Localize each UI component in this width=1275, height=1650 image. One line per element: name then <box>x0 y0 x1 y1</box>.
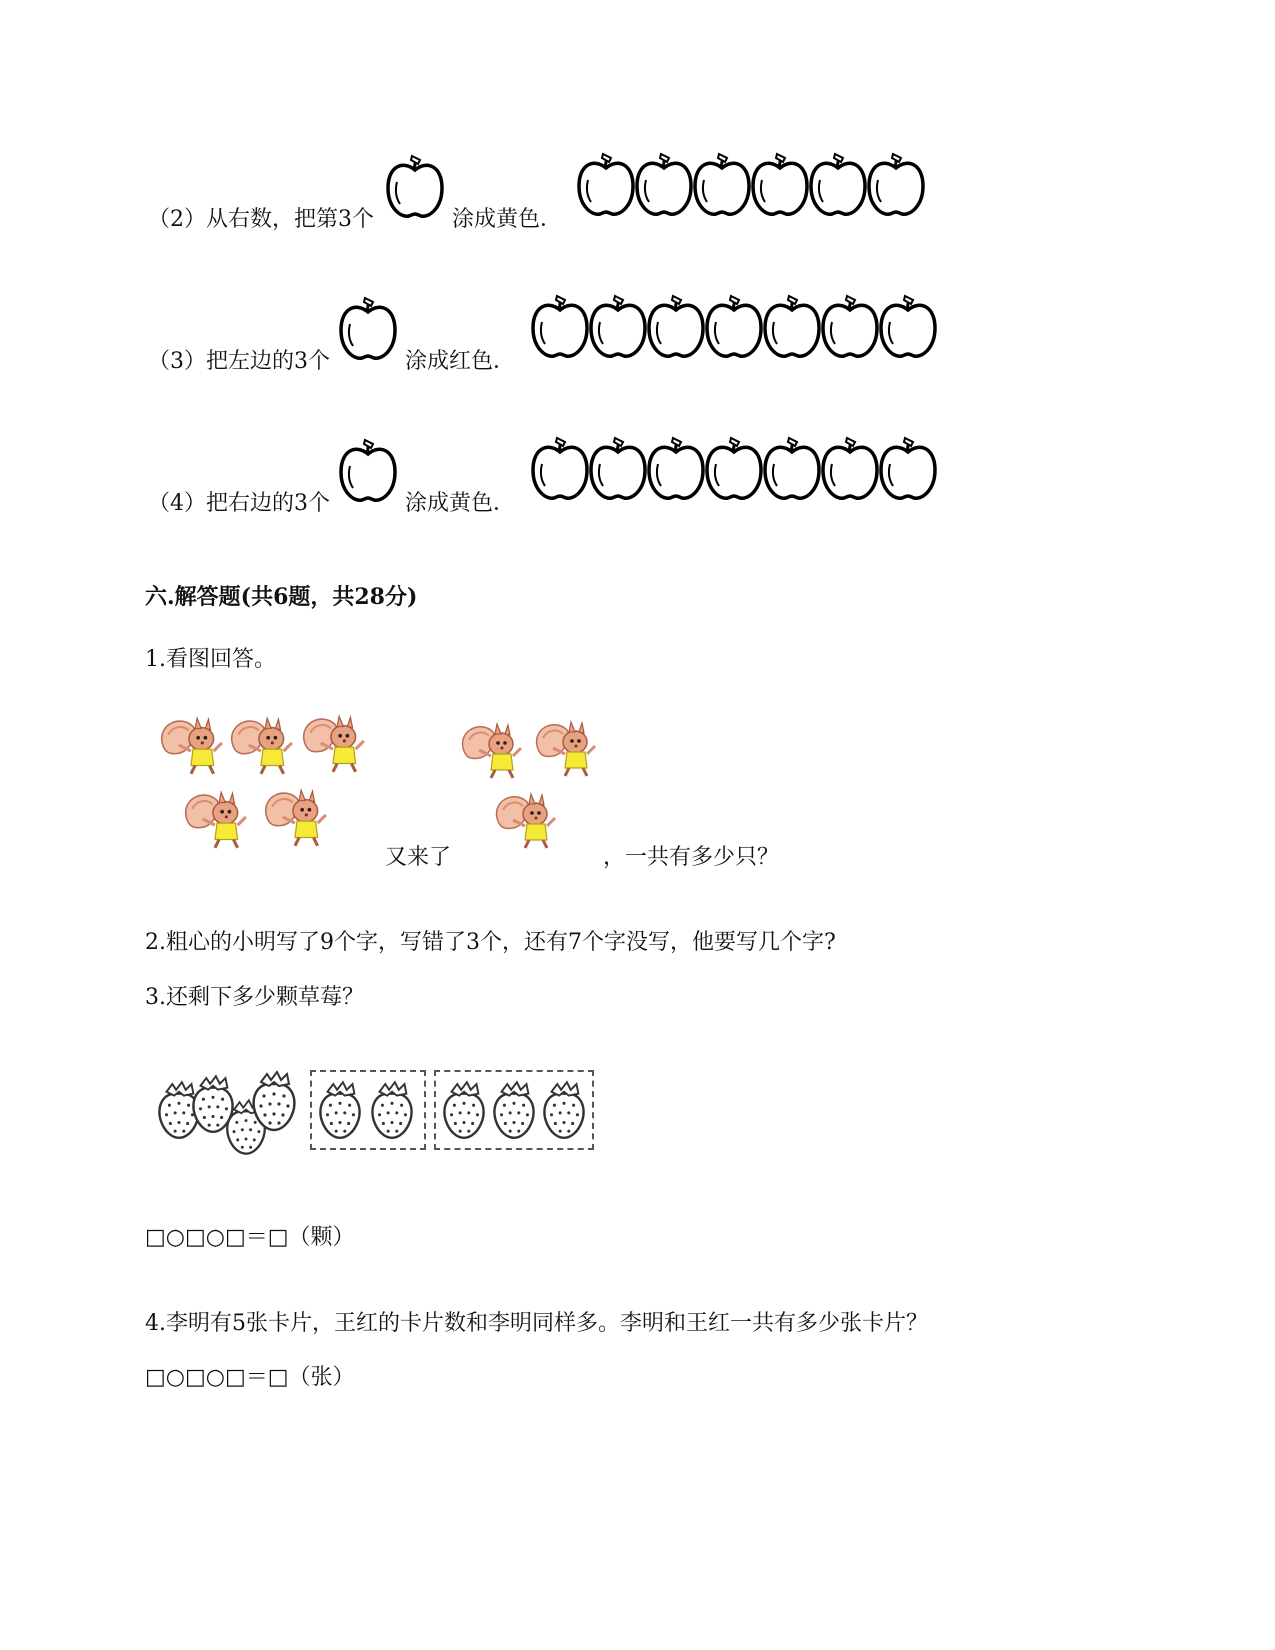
problem-1-mid-text: 又来了 <box>385 845 452 870</box>
dashed-box-2 <box>434 1070 594 1150</box>
problem-1-title: 1.看图回答。 <box>145 647 276 672</box>
problem-3-title: 3.还剩下多少颗草莓？ <box>145 985 364 1010</box>
apple-icon <box>762 292 822 360</box>
apple-icon <box>820 292 880 360</box>
squirrel-icon <box>180 784 252 856</box>
apple-icon <box>750 150 810 218</box>
strawberry-icon <box>316 1080 364 1140</box>
dashed-box-1 <box>310 1070 426 1150</box>
apple-icon <box>634 150 694 218</box>
q2-apple-row <box>576 150 936 220</box>
squirrel-icon <box>226 710 298 782</box>
strawberry-icon <box>490 1080 538 1140</box>
strawberry-icon <box>440 1080 488 1140</box>
problem-4-text: 4.李明有5张卡片，王红的卡片数和李明同样多。李明和王红一共有多少张卡片？ <box>145 1311 928 1336</box>
apple-icon <box>704 434 764 502</box>
apple-icon <box>762 434 822 502</box>
strawberry-icon <box>540 1080 588 1140</box>
apple-icon <box>530 292 590 360</box>
squirrel-icon <box>491 786 561 856</box>
apple-icon <box>646 292 706 360</box>
squirrel-group-1 <box>150 700 380 860</box>
squirrel-icon <box>457 716 527 786</box>
apple-icon <box>646 434 706 502</box>
apple-icon <box>704 292 764 360</box>
apple-icon <box>588 434 648 502</box>
problem-4-formula: □○□○□＝□（张） <box>145 1365 355 1390</box>
squirrel-group-2 <box>455 710 605 860</box>
strawberry-illustration <box>155 1070 595 1160</box>
apple-icon <box>588 292 648 360</box>
apple-icon <box>576 150 636 218</box>
q4-suffix: 涂成黄色． <box>405 491 516 516</box>
squirrel-icon <box>298 708 370 780</box>
apple-icon <box>878 292 938 360</box>
squirrel-icon <box>156 710 228 782</box>
apple-icon <box>878 434 938 502</box>
squirrel-icon <box>531 714 601 784</box>
q3-prefix: （3）把左边的3个 <box>148 349 330 374</box>
apple-icon <box>866 150 926 218</box>
squirrel-icon <box>260 782 332 854</box>
apple-icon <box>820 434 880 502</box>
apple-icon <box>385 152 445 220</box>
q2-prefix: （2）从右数，把第3个 <box>148 207 374 232</box>
problem-3-formula: □○□○□＝□（颗） <box>145 1225 355 1250</box>
q4-apple-row <box>530 434 950 504</box>
q2-suffix: 涂成黄色． <box>452 207 563 232</box>
strawberry-icon <box>249 1070 299 1132</box>
apple-icon <box>338 294 398 362</box>
apple-icon <box>808 150 868 218</box>
problem-2-text: 2.粗心的小明写了9个字，写错了3个，还有7个字没写，他要写几个字? <box>145 930 836 955</box>
q4-prefix: （4）把右边的3个 <box>148 491 330 516</box>
apple-icon <box>692 150 752 218</box>
apple-icon <box>530 434 590 502</box>
section-title: 六.解答题(共6题，共28分) <box>145 584 418 610</box>
problem-1-question: ，一共有多少只？ <box>603 845 780 870</box>
strawberry-icon <box>368 1080 416 1140</box>
q3-suffix: 涂成红色． <box>405 349 516 374</box>
apple-icon <box>338 436 398 504</box>
q3-apple-row <box>530 292 950 362</box>
